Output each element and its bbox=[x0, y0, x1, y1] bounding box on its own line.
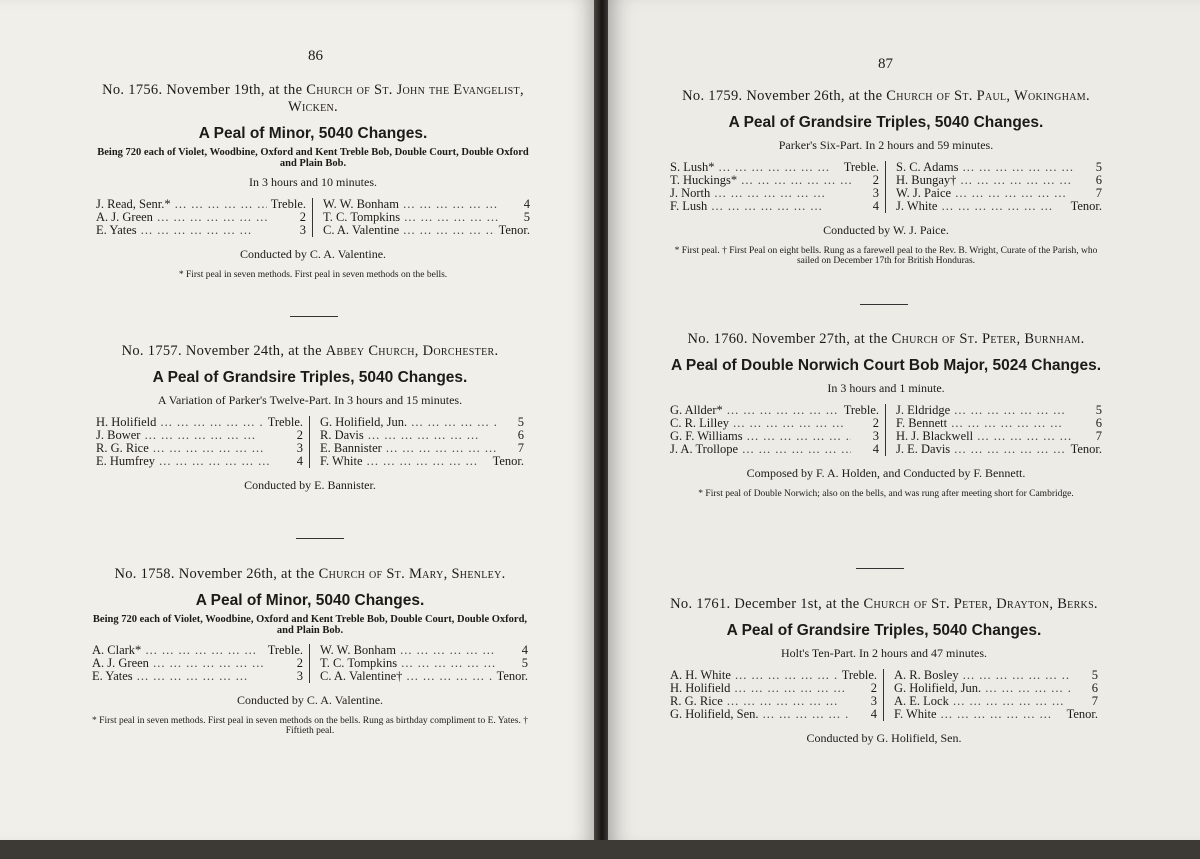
ringers-column-left bbox=[670, 161, 886, 213]
bell-number: Treble. bbox=[267, 643, 303, 657]
conductor-line: Conducted by E. Bannister. bbox=[244, 478, 376, 492]
bell-number: Treble. bbox=[267, 415, 303, 429]
bell-number: 5 bbox=[517, 415, 524, 429]
ringer-row bbox=[323, 198, 530, 211]
ringer-row bbox=[96, 211, 306, 224]
ringer-name: E. Yates ... . bbox=[96, 224, 278, 237]
ringers-table bbox=[92, 644, 528, 683]
ringer-name: R. G. Rice ... . bbox=[670, 695, 849, 708]
peal-title: A Peal of Grandsire Triples, 5040 Changes. bbox=[726, 622, 1042, 639]
ringer-name: C. R. Lilley ... . bbox=[670, 417, 851, 430]
peal-methods: Being 720 each of Violet, Woodbine, Oxford and Kent Treble Bob, Double Court, Double Oxford and Plain Bob. bbox=[97, 147, 529, 169]
ringer-name: F. White ... . bbox=[894, 708, 1063, 721]
ringer-name: T. C. Tompkins ... . bbox=[320, 657, 500, 670]
entry-date: November 26th, at the bbox=[178, 566, 315, 582]
ringer-name: R. Davis ... . bbox=[320, 429, 496, 442]
entry-church: Abbey Church, Dorchester. bbox=[325, 343, 499, 359]
footnote: * First peal in seven methods. First peal in seven methods on the bells. bbox=[178, 270, 448, 280]
ringer-name: J. A. Trollope ... . bbox=[670, 443, 851, 456]
entry-heading bbox=[670, 88, 1102, 105]
footnote: * First peal of Double Norwich; also on the bells, and was rung after meeting short for Cambridge. bbox=[698, 489, 1074, 499]
entry-church: Church of St. Peter, Burnham. bbox=[891, 331, 1085, 347]
ringer-name: S. C. Adams ... . bbox=[896, 161, 1074, 174]
right-page bbox=[608, 0, 1200, 842]
peal-title: A Peal of Minor, 5040 Changes. bbox=[195, 592, 425, 609]
bell-number: 2 bbox=[296, 656, 303, 670]
peal-duration: Holt's Ten-Part. In 2 hours and 47 minutes. bbox=[780, 646, 988, 660]
bell-number: 7 bbox=[1095, 429, 1102, 443]
ringer-name: G. Holifield, Jun. ... . bbox=[320, 416, 496, 429]
bell-number: Treble. bbox=[841, 668, 877, 682]
ringer-name: C. A. Valentine† ... . bbox=[320, 670, 493, 683]
ringer-name: A. J. Green ... . bbox=[92, 657, 275, 670]
ringer-row bbox=[894, 708, 1098, 721]
conductor-line: Conducted by G. Holifield, Sen. bbox=[806, 731, 962, 745]
bell-number: 5 bbox=[521, 656, 528, 670]
ringer-name: A. J. Green ... . bbox=[96, 211, 278, 224]
entry-number: No. 1759. bbox=[682, 88, 743, 104]
entry-number: No. 1761. bbox=[670, 596, 731, 612]
ringer-name: J. Read, Senr.* ... . bbox=[96, 198, 267, 211]
ringer-row bbox=[96, 442, 303, 455]
ringers-column-left bbox=[92, 644, 310, 683]
ringer-row bbox=[320, 429, 524, 442]
ringer-name: H. Holifield ... . bbox=[96, 416, 264, 429]
ringer-name: T. C. Tompkins ... . bbox=[323, 211, 502, 224]
ringer-name: F. Lush ... . bbox=[670, 200, 851, 213]
ringer-row bbox=[320, 644, 528, 657]
bell-number: 7 bbox=[517, 441, 524, 455]
peal-duration: Parker's Six-Part. In 2 hours and 59 minutes. bbox=[778, 138, 994, 152]
bell-number: 4 bbox=[872, 442, 879, 456]
bell-number: 2 bbox=[870, 681, 877, 695]
peal-methods: Being 720 each of Violet, Woodbine, Oxford and Kent Treble Bob, Double Court, Double Oxford, and Plain Bob. bbox=[92, 614, 528, 636]
ringers-column-left bbox=[670, 404, 886, 456]
ringer-row bbox=[670, 443, 879, 456]
bell-number: 5 bbox=[1095, 403, 1102, 417]
section-divider bbox=[860, 304, 908, 305]
ringer-row bbox=[320, 455, 524, 468]
ringers-table bbox=[670, 404, 1102, 456]
ringer-name: J. E. Davis ... . bbox=[896, 443, 1067, 456]
peal-entry bbox=[96, 343, 524, 493]
ringer-row bbox=[894, 682, 1098, 695]
ringer-name: J. Eldridge ... . bbox=[896, 404, 1074, 417]
ringers-column-left bbox=[96, 198, 313, 237]
ringer-row bbox=[670, 200, 879, 213]
section-divider bbox=[290, 316, 338, 317]
ringer-row bbox=[96, 224, 306, 237]
ringer-row bbox=[670, 695, 877, 708]
bell-number: Treble. bbox=[270, 197, 306, 211]
entry-church: Church of St. Peter, Drayton, Berks. bbox=[863, 596, 1098, 612]
ringer-name: G. Holifield, Jun. ... . bbox=[894, 682, 1070, 695]
ringer-name: T. Huckings* ... . bbox=[670, 174, 851, 187]
ringer-name: E. Yates ... . bbox=[92, 670, 275, 683]
ringer-name: S. Lush* ... . bbox=[670, 161, 840, 174]
entry-date: November 27th, at the bbox=[751, 331, 888, 347]
ringer-name: G. Allder* ... . bbox=[670, 404, 840, 417]
peal-title: A Peal of Minor, 5040 Changes. bbox=[198, 125, 428, 142]
bell-number: 6 bbox=[1095, 416, 1102, 430]
bell-number: 5 bbox=[523, 210, 530, 224]
ringer-name: J. White ... . bbox=[896, 200, 1067, 213]
peal-entry bbox=[670, 596, 1098, 746]
bell-number: 6 bbox=[1091, 681, 1098, 695]
ringer-name: J. Bower ... . bbox=[96, 429, 275, 442]
section-divider bbox=[296, 538, 344, 539]
bell-number: 4 bbox=[296, 454, 303, 468]
ringer-row bbox=[92, 644, 303, 657]
ringer-row bbox=[896, 161, 1102, 174]
ringer-row bbox=[670, 682, 877, 695]
ringers-table bbox=[670, 669, 1098, 721]
footnote: * First peal in seven methods. First peal in seven methods on the bells. Rung as birthday compliment to E. Yates. † Fiftieth peal. bbox=[92, 716, 528, 736]
bell-number: 2 bbox=[872, 416, 879, 430]
page-number: 86 bbox=[308, 48, 323, 64]
peal-duration: In 3 hours and 10 minutes. bbox=[249, 175, 377, 189]
ringer-row bbox=[96, 416, 303, 429]
ringer-row bbox=[96, 198, 306, 211]
bell-number: 3 bbox=[296, 441, 303, 455]
bell-number: Tenor. bbox=[1070, 199, 1102, 213]
entry-date: November 19th, at the bbox=[166, 82, 303, 98]
ringer-name: H. Bungay† ... . bbox=[896, 174, 1074, 187]
ringer-name: E. Humfrey ... . bbox=[96, 455, 275, 468]
entry-heading bbox=[670, 331, 1102, 348]
conductor-line: Composed by F. A. Holden, and Conducted by F. Bennett. bbox=[746, 466, 1026, 480]
bell-number: 3 bbox=[870, 694, 877, 708]
peal-entry bbox=[670, 88, 1102, 266]
ringer-row bbox=[670, 174, 879, 187]
ringer-row bbox=[320, 670, 528, 683]
ringer-row bbox=[670, 161, 879, 174]
entry-number: No. 1756. bbox=[102, 82, 163, 98]
ringer-name: W. W. Bonham ... . bbox=[323, 198, 502, 211]
ringer-name: A. R. Bosley ... . bbox=[894, 669, 1070, 682]
ringer-row bbox=[896, 174, 1102, 187]
peal-title: A Peal of Double Norwich Court Bob Major, 5024 Changes. bbox=[670, 357, 1102, 374]
ringers-table bbox=[670, 161, 1102, 213]
peal-entry bbox=[96, 82, 530, 280]
ringer-row bbox=[320, 416, 524, 429]
bell-number: 7 bbox=[1091, 694, 1098, 708]
ringers-column-right bbox=[886, 161, 1102, 213]
entry-number: No. 1760. bbox=[687, 331, 748, 347]
bell-number: 6 bbox=[1095, 173, 1102, 187]
bell-number: Tenor. bbox=[1066, 707, 1098, 721]
ringers-column-right bbox=[310, 416, 524, 468]
bell-number: Tenor. bbox=[1070, 442, 1102, 456]
conductor-line: Conducted by W. J. Paice. bbox=[823, 223, 949, 237]
ringers-table bbox=[96, 198, 530, 237]
peal-title: A Peal of Grandsire Triples, 5040 Changes. bbox=[152, 369, 468, 386]
ringer-name: H. Holifield ... . bbox=[670, 682, 849, 695]
ringers-column-right bbox=[310, 644, 528, 683]
bell-number: 5 bbox=[1095, 160, 1102, 174]
bell-number: 2 bbox=[296, 428, 303, 442]
ringer-name: A. Clark* ... . bbox=[92, 644, 264, 657]
ringer-row bbox=[896, 404, 1102, 417]
ringer-row bbox=[96, 455, 303, 468]
bell-number: 2 bbox=[299, 210, 306, 224]
entry-date: December 1st, at the bbox=[734, 596, 860, 612]
ringer-name: C. A. Valentine ... . bbox=[323, 224, 495, 237]
bell-number: 3 bbox=[872, 429, 879, 443]
bell-number: 4 bbox=[870, 707, 877, 721]
entry-number: No. 1757. bbox=[121, 343, 182, 359]
ringer-row bbox=[670, 417, 879, 430]
bell-number: 3 bbox=[299, 223, 306, 237]
bell-number: 4 bbox=[872, 199, 879, 213]
page-number: 87 bbox=[878, 56, 893, 72]
entry-date: November 26th, at the bbox=[746, 88, 883, 104]
ringer-name: A. H. White ... . bbox=[670, 669, 838, 682]
ringers-column-right bbox=[884, 669, 1098, 721]
section-divider bbox=[856, 568, 904, 569]
entry-heading bbox=[670, 596, 1098, 613]
peal-entry bbox=[670, 331, 1102, 499]
ringer-name: A. E. Lock ... . bbox=[894, 695, 1070, 708]
ringer-row bbox=[92, 670, 303, 683]
ringer-name: G. Holifield, Sen. ... . bbox=[670, 708, 849, 721]
ringer-row bbox=[896, 443, 1102, 456]
ringer-row bbox=[323, 224, 530, 237]
ringers-column-right bbox=[313, 198, 530, 237]
ringer-name: W. J. Paice ... . bbox=[896, 187, 1074, 200]
ringer-row bbox=[896, 200, 1102, 213]
ringer-row bbox=[670, 404, 879, 417]
bell-number: 4 bbox=[523, 197, 530, 211]
peal-title: A Peal of Grandsire Triples, 5040 Changes. bbox=[728, 114, 1044, 131]
entry-church: Church of St. Mary, Shenley. bbox=[318, 566, 506, 582]
conductor-line: Conducted by C. A. Valentine. bbox=[239, 247, 387, 261]
entry-heading bbox=[96, 82, 530, 116]
ringer-name: F. White ... . bbox=[320, 455, 489, 468]
left-page bbox=[0, 0, 596, 842]
bell-number: 3 bbox=[296, 669, 303, 683]
entry-date: November 24th, at the bbox=[185, 343, 322, 359]
ringer-row bbox=[670, 187, 879, 200]
entry-heading bbox=[96, 343, 524, 360]
ringer-name: F. Bennett ... . bbox=[896, 417, 1074, 430]
book-edge bbox=[0, 840, 1200, 859]
bell-number: Tenor. bbox=[496, 669, 528, 683]
bell-number: Treble. bbox=[843, 160, 879, 174]
bell-number: 5 bbox=[1091, 668, 1098, 682]
ringer-row bbox=[670, 669, 877, 682]
bell-number: Tenor. bbox=[492, 454, 524, 468]
ringer-row bbox=[96, 429, 303, 442]
ringer-name: E. Bannister ... . bbox=[320, 442, 496, 455]
peal-duration: A Variation of Parker's Twelve-Part. In 3 hours and 15 minutes. bbox=[157, 393, 463, 407]
ringer-name: W. W. Bonham ... . bbox=[320, 644, 500, 657]
ringer-row bbox=[92, 657, 303, 670]
entry-number: No. 1758. bbox=[114, 566, 175, 582]
ringer-row bbox=[896, 417, 1102, 430]
bell-number: 2 bbox=[872, 173, 879, 187]
peal-entry bbox=[92, 566, 528, 736]
bell-number: 6 bbox=[517, 428, 524, 442]
ringer-row bbox=[670, 430, 879, 443]
entry-church: Church of St. Paul, Wokingham. bbox=[886, 88, 1090, 104]
ringer-row bbox=[894, 669, 1098, 682]
ringers-column-right bbox=[886, 404, 1102, 456]
ringer-name: J. North ... . bbox=[670, 187, 851, 200]
conductor-line: Conducted by C. A. Valentine. bbox=[236, 693, 384, 707]
ringer-name: R. G. Rice ... . bbox=[96, 442, 275, 455]
entry-heading bbox=[92, 566, 528, 583]
ringers-table bbox=[96, 416, 524, 468]
ringers-column-left bbox=[670, 669, 884, 721]
bell-number: Treble. bbox=[843, 403, 879, 417]
bell-number: 3 bbox=[872, 186, 879, 200]
footnote: * First peal. † First Peal on eight bells. Rung as a farewell peal to the Rev. B. Wright, Curate of the Parish, who sailed on December 17th for British Honduras. bbox=[674, 246, 1098, 266]
bell-number: Tenor. bbox=[498, 223, 530, 237]
ringer-name: G. F. Williams ... . bbox=[670, 430, 851, 443]
ringer-row bbox=[670, 708, 877, 721]
ringers-column-left bbox=[96, 416, 310, 468]
ringer-name: H. J. Blackwell ... . bbox=[896, 430, 1074, 443]
bell-number: 7 bbox=[1095, 186, 1102, 200]
peal-duration: In 3 hours and 1 minute. bbox=[827, 381, 945, 395]
bell-number: 4 bbox=[521, 643, 528, 657]
entry-church: Church of St. John the Evangelist, Wicken. bbox=[288, 82, 524, 115]
